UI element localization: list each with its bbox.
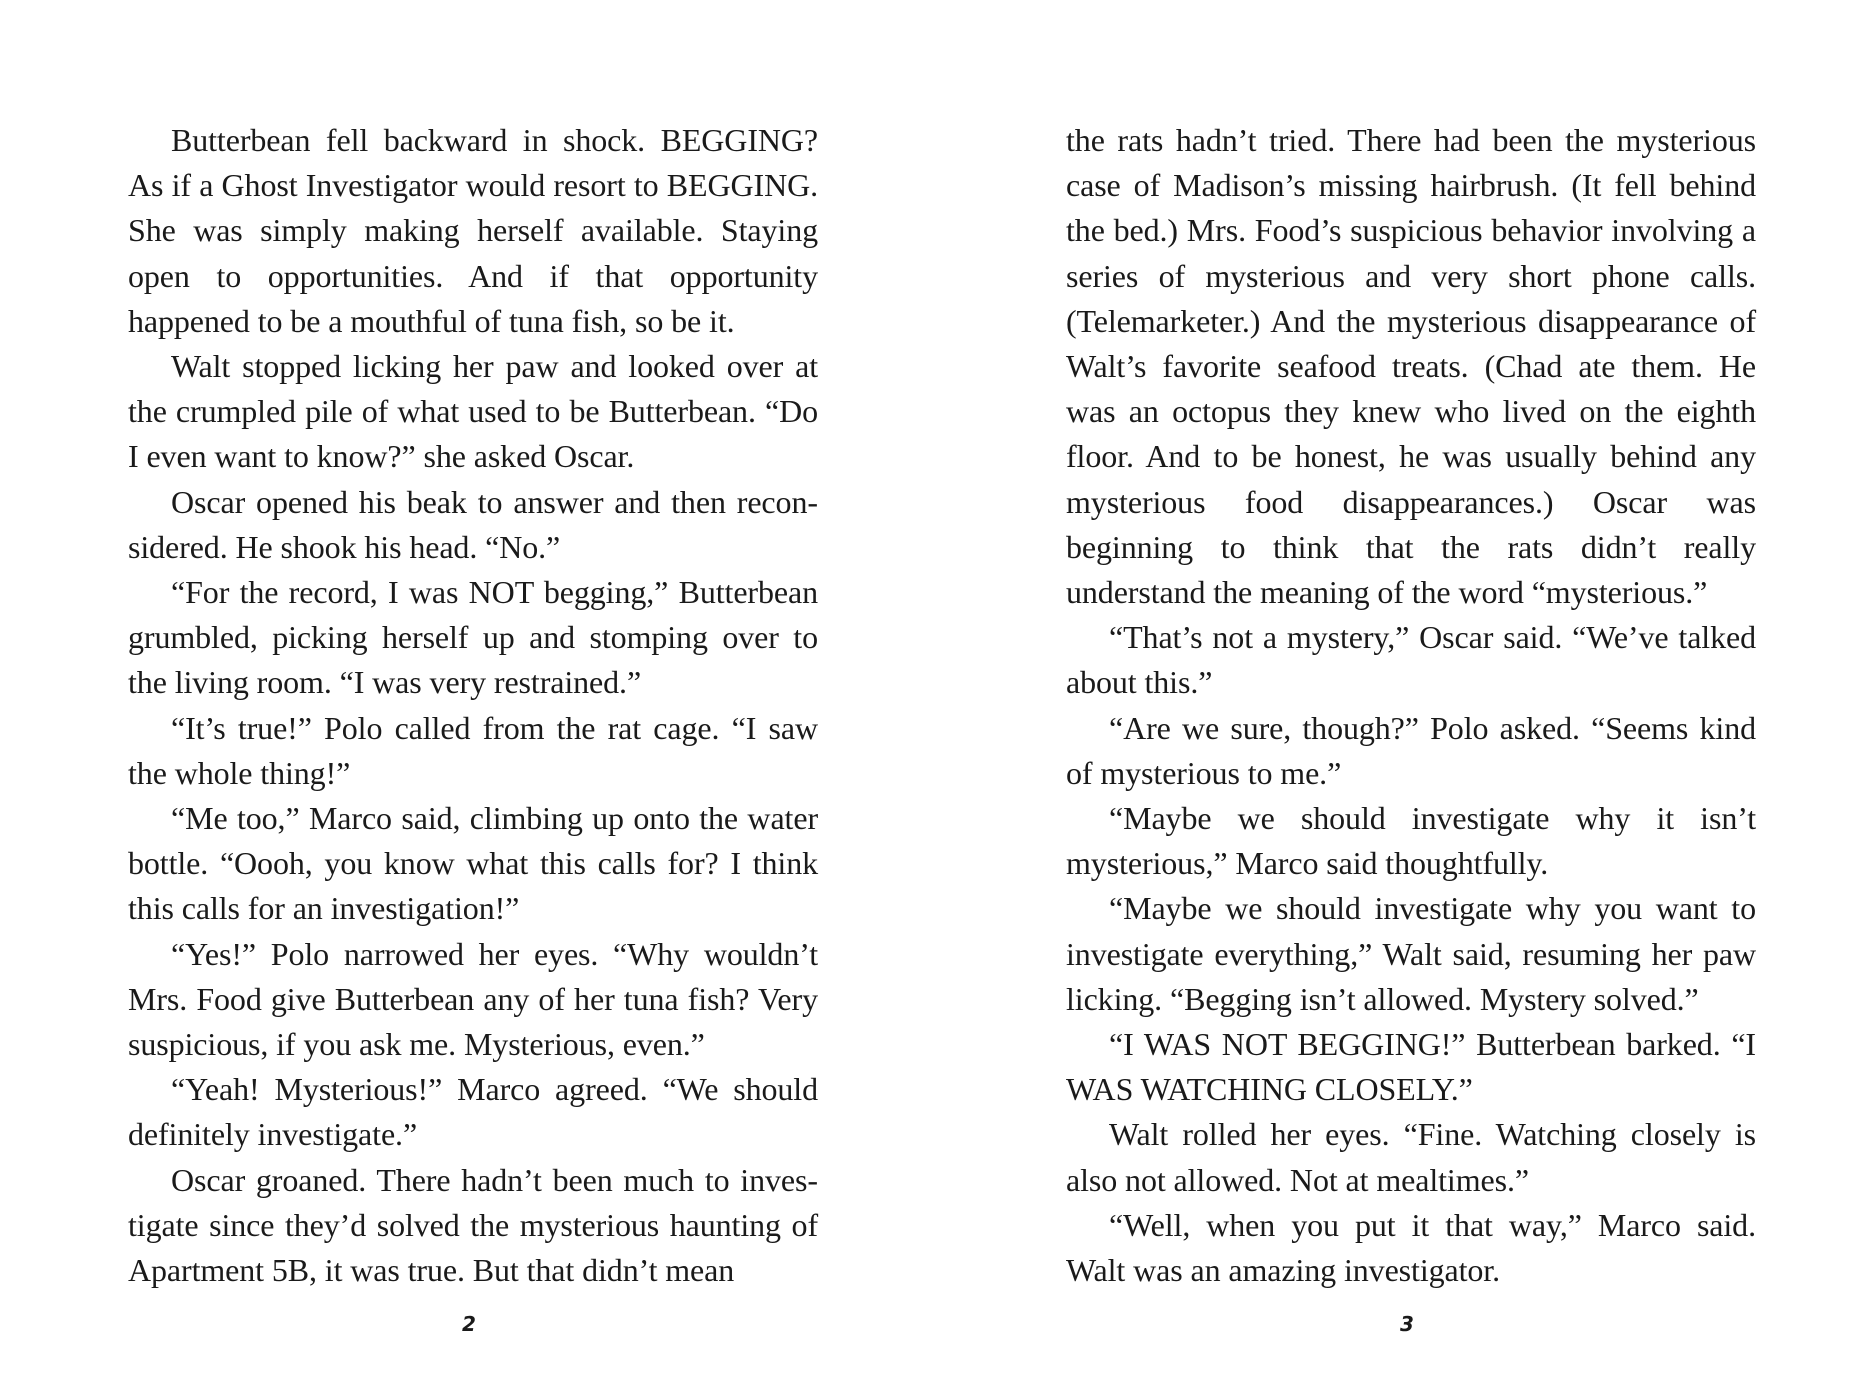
right-page [1066,118,1756,1293]
left-paragraph-3: Oscar opened his beak to answer and then reconsidered. He shook his head. “No.” [128,483,818,565]
left-paragraph-4: “For the record, I was NOT begging,” Butterbean grumbled, picking herself up and stomping over to the living room. “I was very restrained.” [128,574,818,701]
left-page [128,118,818,1293]
left-paragraph-7: “Yes!” Polo narrowed her eyes. “Why wouldn’t Mrs. Food give Butterbean any of her tuna fish? Very suspicious, if you ask me. Mysterious, even.” [128,935,818,1063]
right-paragraph-5: “Maybe we should investigate why you want to investigate everything,” Walt said, resuming her paw licking. “Begging isn’t allowed. Mystery solved.” [1066,890,1756,1017]
right-page-number: 3 [1400,1312,1414,1336]
left-paragraph-1: Butterbean fell backward in shock. BEGGING? As if a Ghost Investigator would resort to BEGGING. She was simply making herself available. Staying open to opportunities. And if that opportunity happened to be a mouthful of tuna fish, so be it. [128,122,818,339]
left-paragraph-5: “It’s true!” Polo called from the rat cage. “I saw the whole thing!” [128,709,818,791]
right-paragraph-8: “Well, when you put it that way,” Marco said. Walt was an amazing investigator. [1066,1206,1756,1289]
left-paragraph-2: Walt stopped licking her paw and looked over at the crumpled pile of what used to be Butterbean. “Do I even want to know?” she asked Oscar. [128,348,818,475]
right-paragraph-2: “That’s not a mystery,” Oscar said. “We’ve talked about this.” [1066,619,1756,701]
left-paragraph-8: “Yeah! Mysterious!” Marco agreed. “We should definitely investigate.” [128,1071,818,1153]
right-paragraph-1: the rats hadn’t tried. There had been the mysterious case of Madison’s missing hairbrush. (It fell behind the bed.) Mrs. Food’s suspicious behavior involving a series of mysterious and very short phone calls. (Telemarketer.) And the mysterious disappearance of Walt’s favorite seafood treats. (Chad ate them. He was an octopus they knew who lived on the eighth floor. And to be honest, he was usually behind any mysterious food disappearances.) Oscar was beginning to think that the rats didn’t really understand the meaning of the word “mysterious.” [1066,122,1756,611]
left-page-number: 2 [462,1312,476,1336]
right-paragraph-3: “Are we sure, though?” Polo asked. “Seems kind of mysterious to me.” [1066,709,1756,791]
right-paragraph-6: “I WAS NOT BEGGING!” Butterbean barked. “I WAS WATCHING CLOSELY.” [1066,1026,1756,1108]
left-paragraph-9: Oscar groaned. There hadn’t been much to investigate since they’d solved the mysterious haunting of Apartment 5B, it was true. But that didn’t mean [128,1161,818,1289]
right-paragraph-4: “Maybe we should investigate why it isn’t mysterious,” Marco said thoughtfully. [1066,800,1756,882]
left-paragraph-6: “Me too,” Marco said, climbing up onto the water bottle. “Oooh, you know what this calls for? I think this calls for an investigation!” [128,800,818,927]
right-paragraph-7: Walt rolled her eyes. “Fine. Watching closely is also not allowed. Not at mealtimes.” [1066,1116,1756,1198]
